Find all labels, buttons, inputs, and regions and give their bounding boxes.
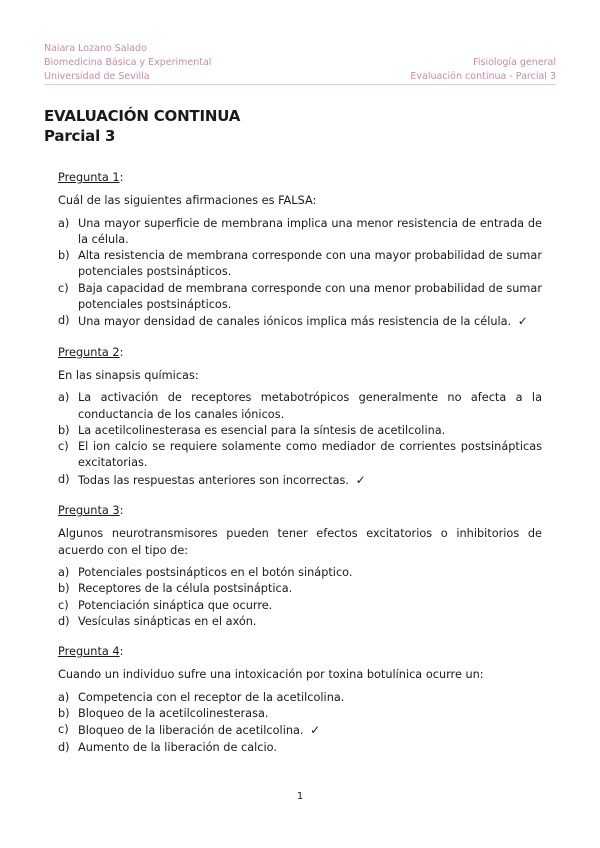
option-letter: d) xyxy=(58,740,70,754)
question-stem: Cuál de las siguientes afirmaciones es FALSA: xyxy=(58,194,317,208)
option-d xyxy=(58,614,542,630)
questions-container xyxy=(58,170,542,770)
option-text: Potenciales postsinápticos en el botón sináptico. xyxy=(78,565,353,579)
option-letter: b) xyxy=(58,582,70,596)
option-letter: c) xyxy=(58,598,69,612)
header-university: Universidad de Sevilla xyxy=(44,71,150,82)
page-number: 1 xyxy=(296,791,304,802)
option-letter: d) xyxy=(58,314,70,328)
option-letter: a) xyxy=(58,565,70,579)
option-c xyxy=(58,598,542,614)
option-d xyxy=(58,472,542,489)
question-label-text: Pregunta 4 xyxy=(58,645,120,659)
question-label-text: Pregunta 2 xyxy=(58,345,120,359)
option-text: Bloqueo de la liberación de acetilcolina. xyxy=(78,724,304,738)
option-letter: c) xyxy=(58,440,69,454)
question-3 xyxy=(58,503,542,630)
question-label-text: Pregunta 3 xyxy=(58,504,120,518)
option-letter: b) xyxy=(58,423,70,437)
page-header xyxy=(44,42,556,85)
option-text: El ion calcio se requiere solamente como mediador de corrientes postsinápticas excitatorias. xyxy=(78,440,542,470)
option-text: Una mayor superficie de membrana implica una menor resistencia de entrada de la célula. xyxy=(78,216,542,246)
option-d xyxy=(58,313,542,330)
option-text: Baja capacidad de membrana corresponde con una menor probabilidad de sumar potenciales postsinápticos. xyxy=(78,281,542,312)
question-2 xyxy=(58,345,542,489)
option-a xyxy=(58,216,542,249)
option-letter: c) xyxy=(58,281,69,295)
option-b xyxy=(58,423,542,439)
option-b xyxy=(58,248,542,281)
header-author: Naiara Lozano Salado xyxy=(44,43,147,54)
option-b xyxy=(58,581,542,597)
option-text: Aumento de la liberación de calcio. xyxy=(78,740,277,754)
header-degree: Biomedicina Básica y Experimental xyxy=(44,57,212,68)
title-line-1: EVALUACIÓN CONTINUA xyxy=(44,107,241,125)
option-letter: d) xyxy=(58,472,70,486)
question-label: Pregunta 1: xyxy=(58,171,124,184)
question-1 xyxy=(58,170,542,331)
header-left xyxy=(44,42,211,84)
header-subject: Fisiología general xyxy=(473,57,556,68)
options-list xyxy=(58,216,542,331)
question-label: Pregunta 4: xyxy=(58,645,124,659)
question-label-text: Pregunta 1 xyxy=(58,171,120,184)
option-letter: c) xyxy=(58,723,69,737)
option-text: Receptores de la célula postsináptica. xyxy=(78,582,293,596)
option-text: Todas las respuestas anteriores son incorrectas. xyxy=(78,473,350,487)
question-stem: Algunos neurotransmisores pueden tener efectos excitatorios o inhibitorios de acuerdo con el tipo de: xyxy=(58,527,542,557)
check-mark-icon: ✓ xyxy=(355,472,366,487)
option-text: La activación de receptores metabotrópicos generalmente no afecta a la conductancia de los canales iónicos. xyxy=(78,391,542,421)
question-label: Pregunta 2: xyxy=(58,345,124,359)
option-letter: b) xyxy=(58,249,70,263)
option-a xyxy=(58,390,542,423)
option-letter: d) xyxy=(58,614,70,628)
option-b xyxy=(58,706,542,722)
option-letter: b) xyxy=(58,707,70,721)
check-mark-icon: ✓ xyxy=(517,314,528,329)
option-letter: a) xyxy=(58,690,70,704)
option-text: Competencia con el receptor de la acetilcolina. xyxy=(78,690,345,704)
question-4 xyxy=(58,644,542,756)
option-a xyxy=(58,565,542,581)
option-d xyxy=(58,740,542,756)
option-c xyxy=(58,281,542,314)
option-text: Alta resistencia de membrana corresponde con una mayor probabilidad de sumar potenciales postsinápticos. xyxy=(78,249,542,279)
option-text: Una mayor densidad de canales iónicos implica más resistencia de la célula. xyxy=(78,315,512,329)
option-text: La acetilcolinesterasa es esencial para la síntesis de acetilcolina. xyxy=(78,423,446,437)
check-mark-icon: ✓ xyxy=(310,723,321,738)
option-text: Bloqueo de la acetilcolinesterasa. xyxy=(78,707,269,721)
header-right xyxy=(410,56,556,84)
option-text: Potenciación sináptica que ocurre. xyxy=(78,598,273,612)
header-exam: Evaluación continua - Parcial 3 xyxy=(410,71,556,82)
option-c xyxy=(58,439,542,472)
question-label: Pregunta 3: xyxy=(58,504,124,518)
document-title xyxy=(44,106,240,146)
title-line-2: Parcial 3 xyxy=(44,127,116,145)
question-stem: Cuando un individuo sufre una intoxicación por toxina botulínica ocurre un: xyxy=(58,668,484,682)
question-stem: En las sinapsis químicas: xyxy=(58,368,199,382)
options-list xyxy=(58,690,542,756)
option-letter: a) xyxy=(58,216,70,230)
option-letter: a) xyxy=(58,391,70,405)
options-list xyxy=(58,390,542,489)
option-a xyxy=(58,690,542,706)
options-list xyxy=(58,565,542,630)
option-text: Vesículas sinápticas en el axón. xyxy=(78,614,257,628)
option-c xyxy=(58,722,542,739)
